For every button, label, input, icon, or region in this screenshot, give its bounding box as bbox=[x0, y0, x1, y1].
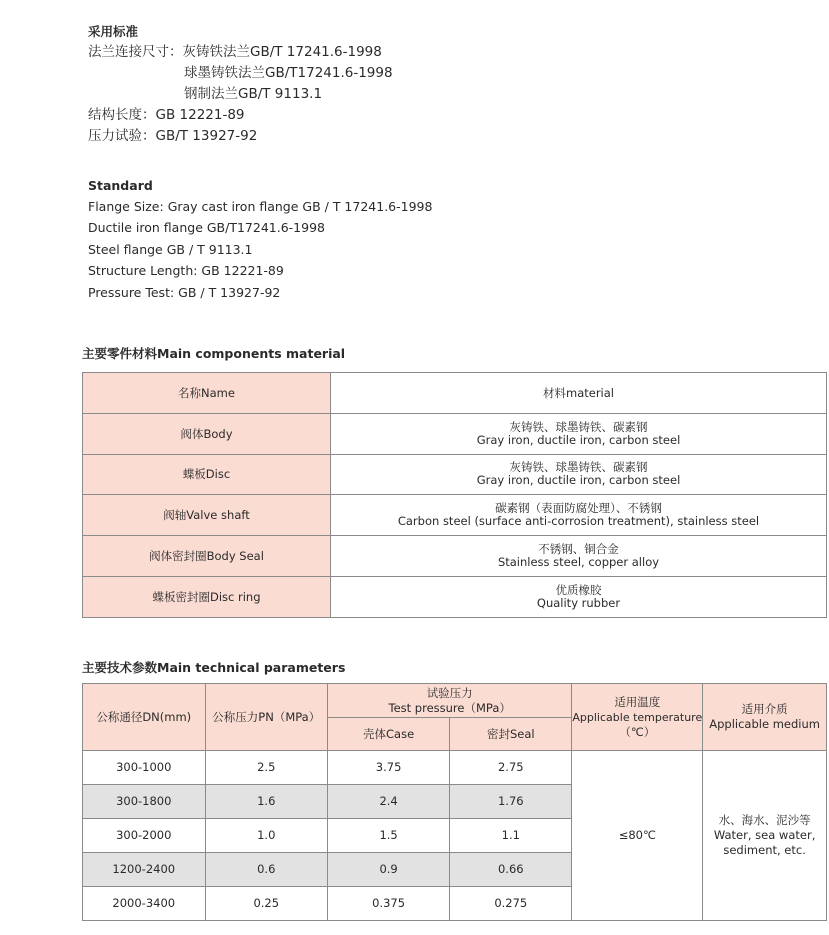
medium-value-en-1: Water, sea water, bbox=[713, 828, 816, 842]
component-name: 阀体Body bbox=[83, 413, 331, 454]
temperature-en: Applicable temperature bbox=[572, 710, 703, 724]
test-pressure-en: Test pressure（MPa） bbox=[388, 700, 511, 715]
material-cn: 优质橡胶 bbox=[555, 582, 602, 597]
pn-cell: 1.6 bbox=[205, 785, 327, 819]
table-row bbox=[83, 495, 827, 536]
components-table bbox=[82, 372, 827, 618]
component-material bbox=[331, 495, 827, 536]
flange-standard-steel: 钢制法兰GB/T 9113.1 bbox=[184, 86, 323, 102]
header-dn: 公称通径DN(mm) bbox=[83, 684, 206, 751]
component-name: 蝶板Disc bbox=[83, 454, 331, 495]
seal-cell: 1.76 bbox=[450, 785, 572, 819]
material-en: Stainless steel, copper alloy bbox=[497, 555, 660, 570]
seal-cell: 0.275 bbox=[450, 887, 572, 921]
component-material bbox=[331, 536, 827, 577]
table-row bbox=[83, 413, 827, 454]
header-seal: 密封Seal bbox=[450, 718, 572, 751]
medium-cn: 适用介质 bbox=[741, 702, 788, 716]
material-cn: 灰铸铁、球墨铸铁、碳素钢 bbox=[509, 419, 648, 434]
pressure-standard-cn: 压力试验：GB/T 13927-92 bbox=[88, 128, 258, 144]
seal-cell: 2.75 bbox=[450, 751, 572, 785]
header-material: 材料material bbox=[331, 373, 827, 414]
medium-value-en-2: sediment, etc. bbox=[723, 843, 806, 857]
material-cn: 碳素钢（表面防腐处理）、不锈钢 bbox=[495, 501, 662, 516]
pn-cell: 0.25 bbox=[205, 887, 327, 921]
material-en: Gray iron, ductile iron, carbon steel bbox=[476, 473, 681, 488]
flange-label: 法兰连接尺寸： bbox=[88, 44, 183, 60]
table-row bbox=[83, 536, 827, 577]
pn-cell: 2.5 bbox=[205, 751, 327, 785]
dn-cell: 300-1800 bbox=[83, 785, 206, 819]
material-cn: 不锈钢、铜合金 bbox=[538, 542, 619, 557]
component-name: 阀体密封圈Body Seal bbox=[83, 536, 331, 577]
pressure-standard-en: Pressure Test: GB / T 13927-92 bbox=[88, 284, 281, 300]
steel-flange-en: Steel flange GB / T 9113.1 bbox=[88, 241, 253, 257]
material-en: Quality rubber bbox=[536, 595, 621, 610]
medium-value-cn: 水、海水、泥沙等 bbox=[718, 813, 811, 827]
dn-cell: 300-2000 bbox=[83, 819, 206, 853]
ductile-flange-en: Ductile iron flange GB/T17241.6-1998 bbox=[88, 220, 325, 236]
test-pressure-cn: 试验压力 bbox=[426, 685, 473, 700]
pn-cell: 1.0 bbox=[205, 819, 327, 853]
standards-heading-cn: 采用标准 bbox=[88, 24, 139, 39]
pn-cell: 0.6 bbox=[205, 853, 327, 887]
standards-heading-en: Standard bbox=[88, 178, 153, 193]
dn-cell: 300-1000 bbox=[83, 751, 206, 785]
header-test-pressure bbox=[327, 684, 571, 718]
material-cn: 灰铸铁、球墨铸铁、碳素钢 bbox=[509, 460, 648, 475]
component-material bbox=[331, 413, 827, 454]
case-cell: 0.375 bbox=[327, 887, 449, 921]
case-cell: 0.9 bbox=[327, 853, 449, 887]
component-material bbox=[331, 576, 827, 617]
medium-cell bbox=[703, 751, 827, 921]
parameters-title: 主要技术参数Main technical parameters bbox=[82, 660, 346, 675]
table-row bbox=[83, 454, 827, 495]
header-medium bbox=[703, 684, 827, 751]
standards-english bbox=[88, 176, 432, 303]
flange-standard-line-1 bbox=[88, 42, 393, 63]
header-pn: 公称压力PN（MPa） bbox=[205, 684, 327, 751]
flange-standard-ductile: 球墨铸铁法兰GB/T17241.6-1998 bbox=[184, 65, 393, 81]
temperature-cn: 适用温度 bbox=[614, 694, 661, 709]
table-row bbox=[83, 751, 827, 785]
table-row bbox=[83, 576, 827, 617]
component-name: 蝶板密封圈Disc ring bbox=[83, 576, 331, 617]
header-case: 壳体Case bbox=[327, 718, 449, 751]
temperature-cell: ≤80℃ bbox=[572, 751, 703, 921]
case-cell: 3.75 bbox=[327, 751, 449, 785]
case-cell: 2.4 bbox=[327, 785, 449, 819]
components-title: 主要零件材料Main components material bbox=[82, 346, 346, 361]
length-standard-en: Structure Length: GB 12221-89 bbox=[88, 263, 284, 279]
dn-cell: 1200-2400 bbox=[83, 853, 206, 887]
seal-cell: 1.1 bbox=[450, 819, 572, 853]
parameters-table bbox=[82, 683, 827, 921]
header-name: 名称Name bbox=[83, 373, 331, 414]
components-header-row bbox=[83, 373, 827, 414]
flange-size-en: Flange Size: Gray cast iron flange GB / T 17241.6-1998 bbox=[88, 199, 433, 214]
seal-cell: 0.66 bbox=[450, 853, 572, 887]
material-en: Carbon steel (surface anti-corrosion treatment), stainless steel bbox=[397, 514, 760, 529]
component-name: 阀轴Valve shaft bbox=[83, 495, 331, 536]
flange-standard-gray: 灰铸铁法兰GB/T 17241.6-1998 bbox=[182, 44, 382, 60]
medium-en: Applicable medium bbox=[709, 717, 820, 731]
parameters-header-row-1 bbox=[83, 684, 827, 718]
header-temperature bbox=[572, 684, 703, 751]
length-standard-cn: 结构长度：GB 12221-89 bbox=[88, 107, 245, 123]
component-material bbox=[331, 454, 827, 495]
case-cell: 1.5 bbox=[327, 819, 449, 853]
dn-cell: 2000-3400 bbox=[83, 887, 206, 921]
material-en: Gray iron, ductile iron, carbon steel bbox=[476, 432, 681, 447]
standards-chinese bbox=[88, 22, 393, 147]
temperature-unit: （℃） bbox=[619, 724, 656, 739]
